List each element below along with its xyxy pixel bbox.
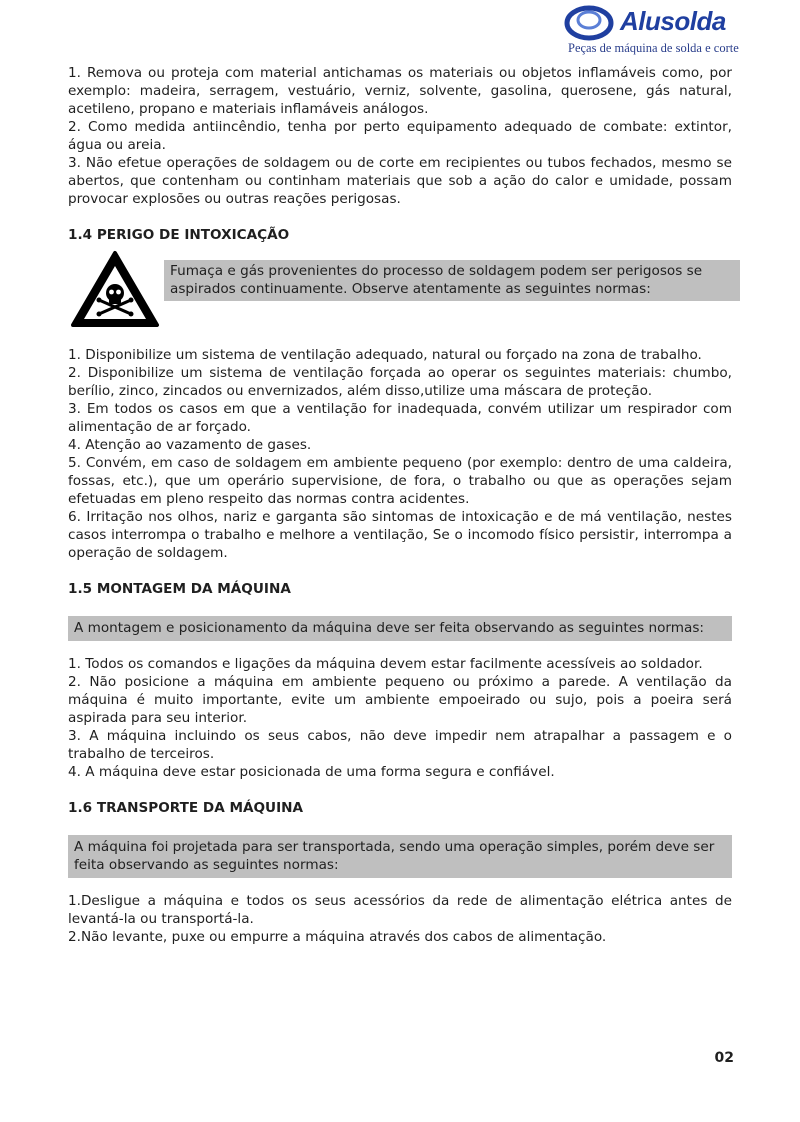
intro-item-3: 3. Não efetue operações de soldagem ou de corte em recipientes ou tubos fechados, mesmo se abertos, que contenham ou continham materiais que sob a ação do calor e umidade, possam provocar explosões ou outras reações perigosas. [68,155,732,207]
page-number: 02 [714,1050,734,1066]
poison-hazard-icon [70,250,160,328]
sec14-item-2: 2. Disponibilize um sistema de ventilação forçada ao operar os seguintes materiais: chumbo, berílio, zinco, zincados ou envernizados, além disso,utilize uma máscara de proteção. [68,365,732,399]
sec14-item-5: 5. Convém, em caso de soldagem em ambiente pequeno (por exemplo: dentro de uma caldeira, fossas, etc.), que um operário supervisione, de fora, o trabalho ou que as operações sejam efetuadas em pleno respeito das normas contra acidentes. [68,455,732,507]
section-heading-1-4: 1.4 PERIGO DE INTOXICAÇÃO [68,227,290,243]
section-heading-1-5: 1.5 MONTAGEM DA MÁQUINA [68,581,291,597]
sec14-item-4: 4. Atenção ao vazamento de gases. [68,437,312,453]
hazard-note: Fumaça e gás provenientes do processo de soldagem podem ser perigosos se aspirados continuamente. Observe atentamente as seguintes normas: [164,260,740,301]
section-heading-1-6: 1.6 TRANSPORTE DA MÁQUINA [68,800,304,816]
hazard-notice [68,250,732,332]
sec15-item-1: 1. Todos os comandos e ligações da máquina devem estar facilmente acessíveis ao soldador. [68,656,703,672]
sec14-item-1: 1. Disponibilize um sistema de ventilação adequado, natural ou forçado na zona de trabalho. [68,347,702,363]
document-body [68,64,732,946]
sec16-item-1: 1.Desligue a máquina e todos os seus acessórios da rede de alimentação elétrica antes de levantá-la ou transportá-la. [68,893,732,927]
sec14-item-3: 3. Em todos os casos em que a ventilação for inadequada, convém utilizar um respirador com alimentação de ar forçado. [68,401,732,435]
logo-tagline: Peças de máquina de solda e corte [568,41,739,55]
intro-item-2: 2. Como medida antiincêndio, tenha por perto equipamento adequado de combate: extintor, água ou areia. [68,119,732,153]
logo-swoosh-icon [564,4,614,42]
sec15-note: A montagem e posicionamento da máquina deve ser feita observando as seguintes normas: [68,616,732,641]
sec14-item-6: 6. Irritação nos olhos, nariz e garganta são sintomas de intoxicação e de má ventilação, nestes casos interrompa o trabalho e melhore a ventilação, Se o incomodo físico persistir, interrompa a operação de soldagem. [68,509,732,561]
intro-item-1: 1. Remova ou proteja com material antichamas os materiais ou objetos inflamáveis como, por exemplo: madeira, serragem, vestuário, verniz, solvente, gasolina, querosene, gás natural, acetileno, propano e materiais inflamáveis análogos. [68,65,732,117]
sec16-item-2: 2.Não levante, puxe ou empurre a máquina através dos cabos de alimentação. [68,929,607,945]
sec16-note: A máquina foi projetada para ser transportada, sendo uma operação simples, porém deve ser feita observando as seguintes normas: [68,835,732,878]
logo-brand-name: Alusolda [620,6,726,36]
sec15-item-4: 4. A máquina deve estar posicionada de uma forma segura e confiável. [68,764,555,780]
sec15-item-3: 3. A máquina incluindo os seus cabos, não deve impedir nem atrapalhar a passagem e o trabalho de terceiros. [68,728,732,762]
alusolda-logo [560,2,740,58]
sec15-item-2: 2. Não posicione a máquina em ambiente pequeno ou próximo a parede. A ventilação da máquina é muito importante, evite um ambiente empoeirado ou sujo, pois a poeira será aspirada para seu interior. [68,674,732,726]
